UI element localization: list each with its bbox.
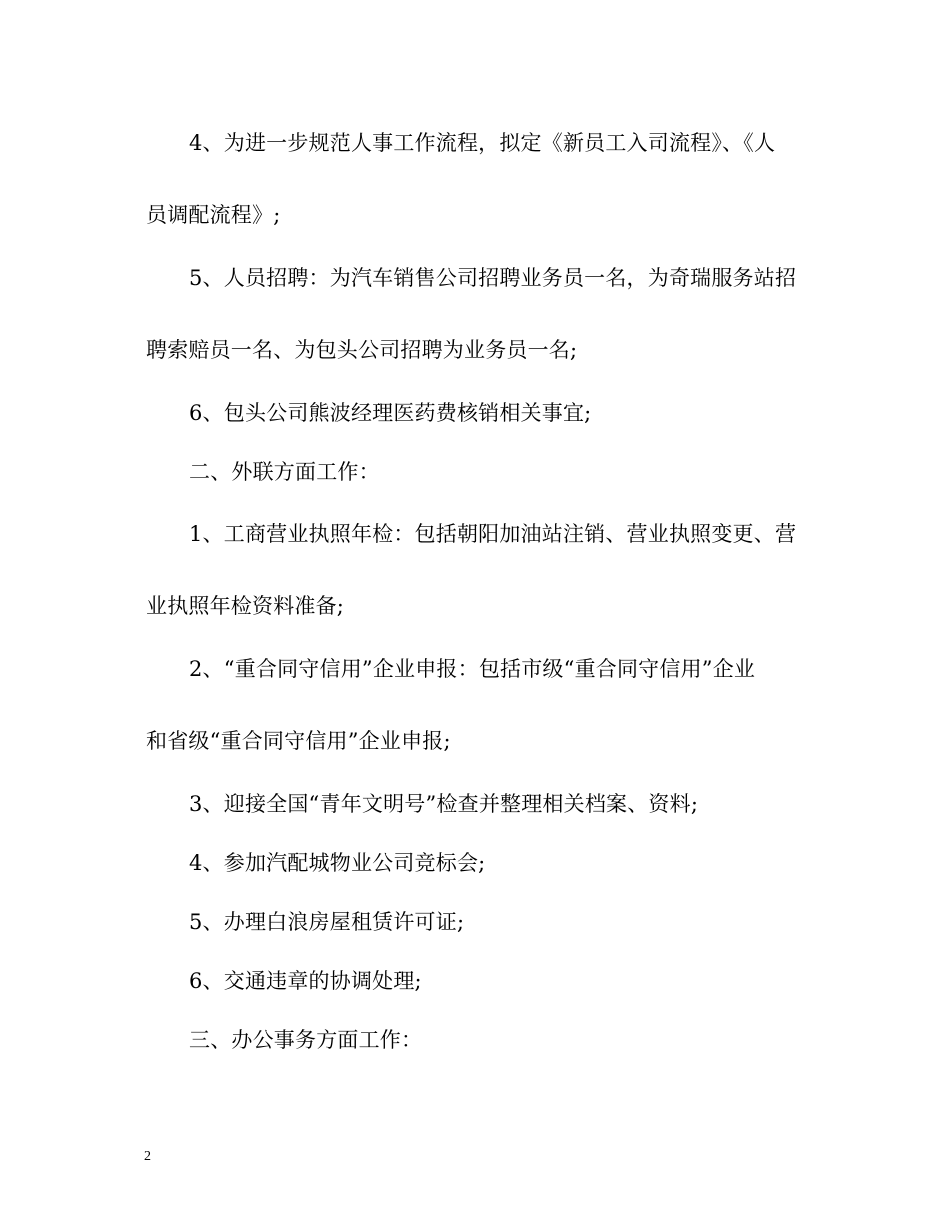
paragraph-line: 3、迎接全国“青年文明号”检查并整理相关档案、资料; xyxy=(189,792,699,816)
section-heading: 三、办公事务方面工作： xyxy=(189,1028,423,1052)
page-number: 2 xyxy=(144,1149,151,1164)
paragraph-line: 聘索赔员一名、为包头公司招聘为业务员一名; xyxy=(146,338,578,362)
paragraph-line: 6、包头公司熊波经理医药费核销相关事宜; xyxy=(189,401,592,425)
paragraph-line: 员调配流程》; xyxy=(146,203,281,227)
paragraph-line: 1、工商营业执照年检：包括朝阳加油站注销、营业执照变更、营 xyxy=(189,522,797,546)
paragraph-line: 4、参加汽配城物业公司竞标会; xyxy=(189,851,486,875)
paragraph-line: 和省级“重合同守信用”企业申报; xyxy=(146,729,451,753)
paragraph-line: 5、人员招聘：为汽车销售公司招聘业务员一名，为奇瑞服务站招 xyxy=(189,266,797,290)
paragraph-line: 6、交通违章的协调处理; xyxy=(189,969,422,993)
section-heading: 二、外联方面工作： xyxy=(189,460,380,484)
paragraph-line: 业执照年检资料准备; xyxy=(146,594,345,618)
paragraph-line: 2、“重合同守信用”企业申报：包括市级“重合同守信用”企业 xyxy=(189,657,756,681)
paragraph-line: 5、办理白浪房屋租赁许可证; xyxy=(189,910,465,934)
paragraph-line: 4、为进一步规范人事工作流程，拟定《新员工入司流程》、《人 xyxy=(189,131,776,155)
